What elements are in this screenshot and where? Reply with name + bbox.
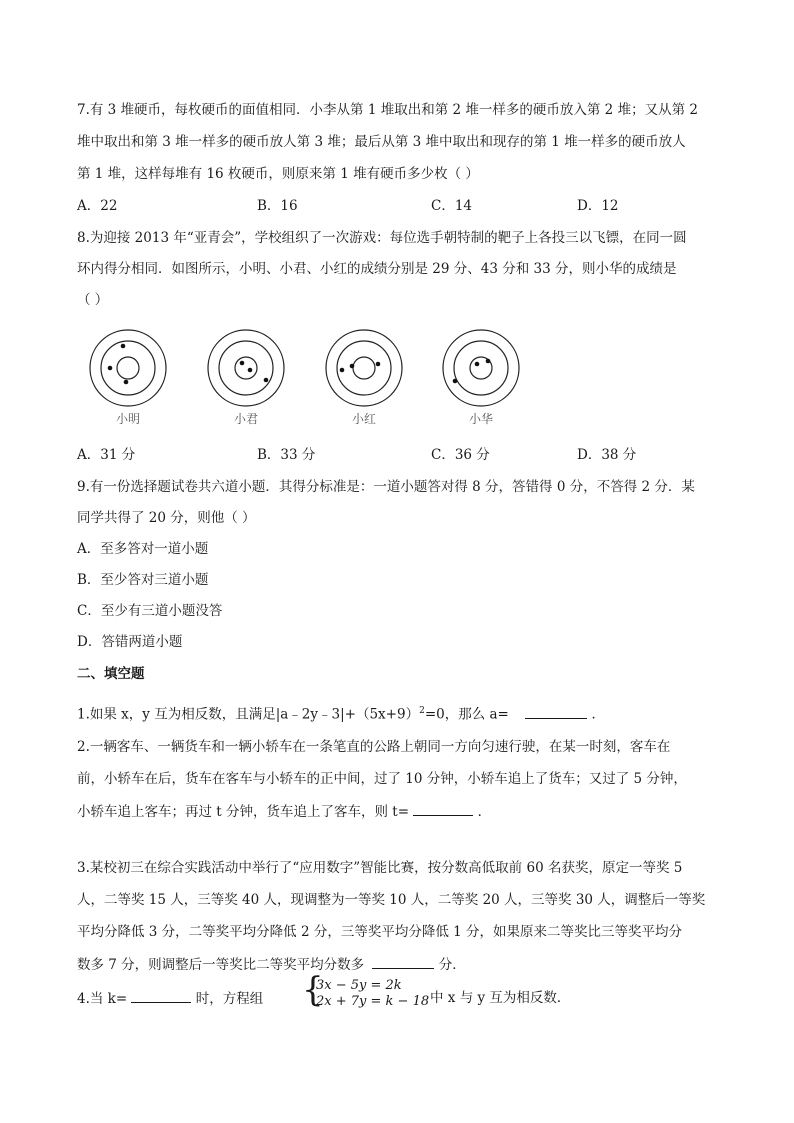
q7-line-3: 第 1 堆，这样每堆有 16 枚硬币，则原来第 1 堆有硬币多少枚（ ）	[77, 166, 479, 182]
dartboard-label-xiaojun: 小君	[233, 412, 258, 426]
answer-blank-2[interactable]	[413, 801, 473, 816]
dartboard-label-xiaoming: 小明	[115, 412, 140, 426]
fill-question-3-line-4	[77, 954, 466, 975]
fill-question-2-line-3	[77, 801, 491, 822]
q7-line-2: 堆中取出和第 3 堆一样多的硬币放人第 3 堆；最后从第 3 堆中取出和现存的第 1 堆一样多的硬币放人	[77, 134, 686, 150]
fill-1-exponent: 2	[419, 706, 425, 716]
fill-3-line-4: 数多 7 分，则调整后一等奖比二等奖平均分数多	[77, 957, 365, 973]
dartboard-xiaoming-figure	[88, 328, 168, 408]
answer-blank-4[interactable]	[131, 988, 191, 1003]
section-heading: 二、填空题	[77, 666, 145, 682]
q7-option-b: B．16	[257, 198, 298, 214]
dartboard-xiaohong	[324, 328, 404, 428]
equation-2: 2x + 7y = k − 18	[316, 994, 430, 1009]
fill-2-line-2: 前，小轿车在后，货车在客车与小轿车的正中间，过了 10 分钟，小轿车追上了货车；又过了 5 分钟，	[77, 771, 687, 787]
fill-1-text: 1.如果 x，y 互为相反数，且满足|a﹣2y﹣3|+（5x+9）	[77, 706, 420, 723]
q8-line-1: 8.为迎接 2013 年“亚青会”，学校组织了一次游戏：每位选手朝特制的靶子上各投三以飞镖，在同一圆	[77, 230, 687, 246]
q8-option-b: B．33 分	[257, 447, 316, 463]
q8-line-3: （ ）	[77, 292, 109, 308]
fill-question-1	[77, 701, 605, 725]
q9-option-a: A．至多答对一道小题	[77, 541, 209, 557]
q7-option-a: A．22	[77, 198, 118, 214]
fill-1-end: ．	[591, 706, 605, 723]
q8-option-d: D．38 分	[577, 447, 637, 463]
fill-4-mid: 时，方程组	[195, 991, 264, 1007]
dartboard-label-xiaohua: 小华	[468, 412, 493, 426]
fill-2-end: ．	[477, 804, 492, 820]
equation-system-brace: {	[302, 970, 324, 1010]
fill-2-line-3: 小轿车追上客车；再过 t 分钟，货车追上了客车，则 t=	[77, 804, 410, 820]
dartboard-xiaojun	[206, 328, 286, 428]
fill-3-end: 分．	[438, 957, 466, 973]
q9-line-1: 9.有一份选择题试卷共六道小题．其得分标准是：一道小题答对得 8 分，答错得 0 分，不答得 2 分．某	[77, 479, 695, 495]
q9-option-b: B．至少答对三道小题	[77, 572, 209, 588]
dartboard-xiaohua-figure	[441, 328, 521, 408]
fill-4-pre: 4.当 k=	[77, 991, 128, 1007]
q8-option-a: A．31 分	[77, 447, 136, 463]
answer-blank-3[interactable]	[372, 954, 434, 969]
dartboard-xiaoming	[88, 328, 168, 428]
q7-option-c: C．14	[431, 198, 473, 214]
q9-line-2: 同学共得了 20 分，则他（ ）	[77, 510, 256, 526]
fill-3-line-1: 3.某校初三在综合实践活动中举行了“应用数字”智能比赛，按分数高低取前 60 名获奖，原定一等奖 5	[77, 860, 683, 876]
fill-3-line-3: 平均分降低 3 分，二等奖平均分降低 2 分，三等奖平均分降低 1 分，如果原来二等奖比三等奖平均分	[77, 924, 683, 940]
dartboard-xiaohua	[441, 328, 521, 428]
q9-option-d: D．答错两道小题	[77, 634, 183, 650]
q7-option-d: D．12	[577, 198, 619, 214]
q8-line-2: 环内得分相同．如图所示，小明、小君、小红的成绩分别是 29 分、43 分和 33 分，则小华的成绩是	[77, 261, 677, 277]
dartboard-xiaojun-figure	[206, 328, 286, 408]
dartboard-xiaohong-figure	[324, 328, 404, 408]
q7-line-1: 7.有 3 堆硬币，每枚硬币的面值相同．小李从第 1 堆取出和第 2 堆一样多的硬币放入第 2 堆；又从第 2	[77, 102, 698, 118]
q8-option-c: C．36 分	[431, 447, 490, 463]
fill-4-post: 中 x 与 y 互为相反数．	[430, 990, 571, 1006]
fill-3-line-2: 人，二等奖 15 人，三等奖 40 人，现调整为一等奖 10 人，二等奖 20 人，三等奖 30 人，调整后一等奖	[77, 892, 706, 908]
fill-1-text-2: =0，那么 a=	[424, 706, 509, 723]
dartboard-label-xiaohong: 小红	[351, 412, 376, 426]
answer-blank-1[interactable]	[525, 704, 587, 719]
equation-1: 3x − 5y = 2k	[316, 978, 402, 993]
q9-option-c: C．至少有三道小题没答	[77, 603, 223, 619]
fill-question-4	[77, 988, 263, 1009]
fill-2-line-1: 2.一辆客车、一辆货车和一辆小轿车在一条笔直的公路上朝同一方向匀速行驶，在某一时刻，客车在	[77, 739, 671, 755]
